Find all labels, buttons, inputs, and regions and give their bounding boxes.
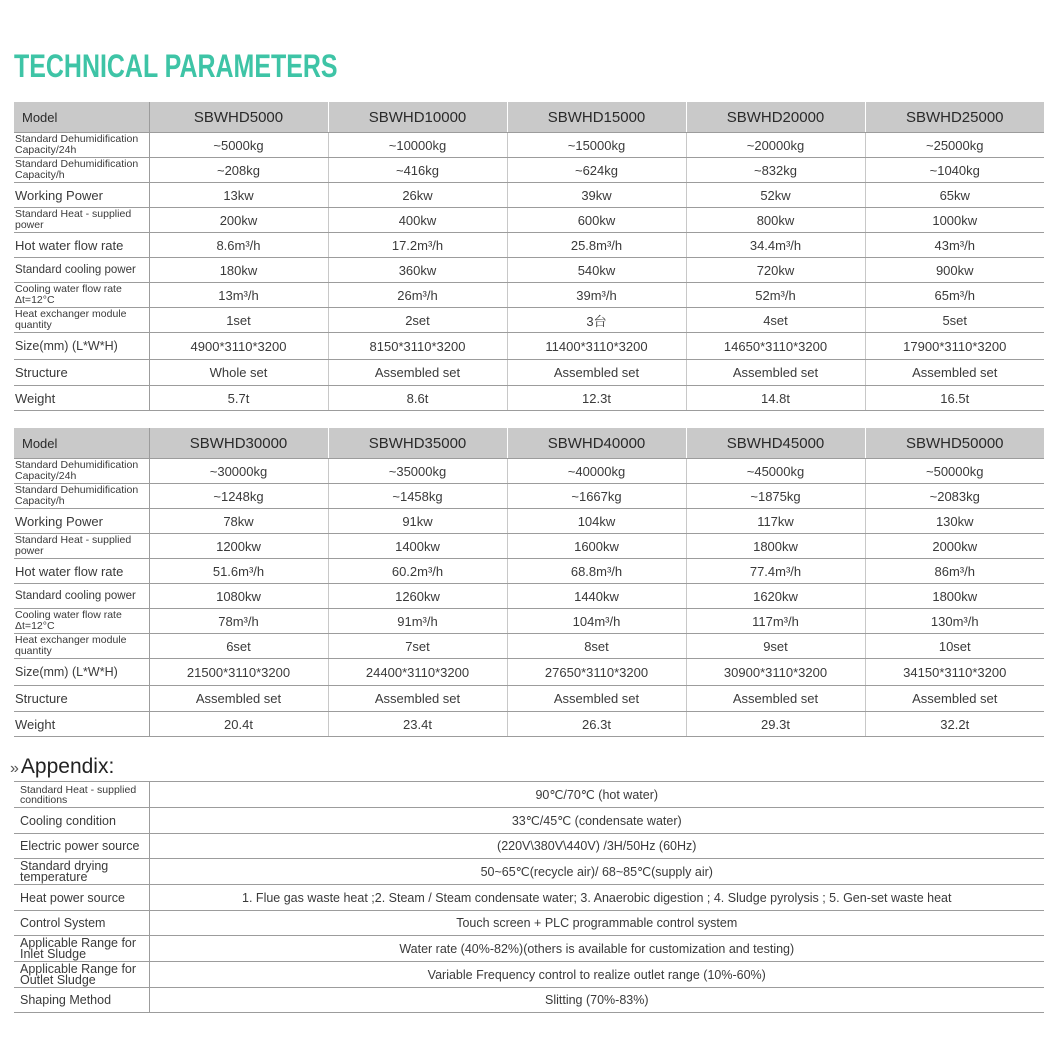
table-cell: 39kw [507,183,686,208]
table-cell: ~5000kg [149,133,328,158]
table-row-hot-water-flow [14,559,1044,584]
table-row-heat-power [14,208,1044,233]
table-cell: ~10000kg [328,133,507,158]
double-chevron-right-icon: » [10,760,19,777]
table-cell: 200kw [149,208,328,233]
table-row-dehum-24h [14,459,1044,484]
table-cell: 34.4m³/h [686,233,865,258]
row-label: Working Power [14,183,149,208]
table-cell: ~20000kg [686,133,865,158]
appendix-value: 33℃/45℃ (condensate water) [149,808,1044,834]
row-label: Size(mm) (L*W*H) [14,659,149,686]
table-cell: 5.7t [149,386,328,411]
model-cell: SBWHD45000 [686,428,865,459]
model-label: Model [14,428,149,459]
table-cell: ~35000kg [328,459,507,484]
table-cell: 30900*3110*3200 [686,659,865,686]
table-cell: ~208kg [149,158,328,183]
table-cell: 5set [865,308,1044,333]
row-label: Standard Dehumidification Capacity/24h [14,459,149,484]
appendix-row [14,834,1044,859]
model-cell: SBWHD30000 [149,428,328,459]
table-cell: 180kw [149,258,328,283]
appendix-value: Touch screen + PLC programmable control system [149,911,1044,936]
row-label: Standard Heat - supplied power [14,534,149,559]
table-cell: ~416kg [328,158,507,183]
appendix-table [14,781,1044,1013]
row-label: Structure [14,360,149,386]
appendix-row [14,911,1044,936]
table-cell: 7set [328,634,507,659]
table-cell: 1400kw [328,534,507,559]
table-cell: 1080kw [149,584,328,609]
appendix-value: 1. Flue gas waste heat ;2. Steam / Steam condensate water; 3. Anaerobic digestion ; 4. Sludge pyrolysis ; 5. Gen-set waste heat [149,885,1044,911]
table-cell: 800kw [686,208,865,233]
table-cell: Assembled set [328,360,507,386]
table-cell: ~15000kg [507,133,686,158]
table-cell: 26.3t [507,712,686,737]
table-cell: 20.4t [149,712,328,737]
table-cell: 12.3t [507,386,686,411]
table-cell: ~624kg [507,158,686,183]
table-row-structure [14,686,1044,712]
appendix-value: 90℃/70℃ (hot water) [149,782,1044,808]
appendix-label: Heat power source [14,885,149,911]
appendix-label: Applicable Range for Outlet Sludge [14,962,149,988]
table-cell: ~25000kg [865,133,1044,158]
table-cell: 23.4t [328,712,507,737]
table-header-row [14,428,1044,459]
row-label: Size(mm) (L*W*H) [14,333,149,360]
appendix-value: (220V\380V\440V) /3H/50Hz (60Hz) [149,834,1044,859]
table-row-cooling-power [14,584,1044,609]
model-cell: SBWHD10000 [328,102,507,133]
spec-table-1 [14,102,1044,411]
table-cell: 8150*3110*3200 [328,333,507,360]
appendix-row [14,808,1044,834]
table-cell: 117kw [686,509,865,534]
table-cell: 400kw [328,208,507,233]
appendix-value: Slitting (70%-83%) [149,988,1044,1013]
table-cell: 14.8t [686,386,865,411]
table-cell: 104kw [507,509,686,534]
table-cell: 2set [328,308,507,333]
table-cell: 24400*3110*3200 [328,659,507,686]
table-cell: 900kw [865,258,1044,283]
table-cell: Assembled set [686,360,865,386]
table-cell: 4set [686,308,865,333]
appendix-row [14,859,1044,885]
table-cell: 78m³/h [149,609,328,634]
row-label: Structure [14,686,149,712]
table-cell: ~40000kg [507,459,686,484]
table-cell: 25.8m³/h [507,233,686,258]
model-cell: SBWHD25000 [865,102,1044,133]
appendix-label: Standard Heat - supplied conditions [14,782,149,808]
spec-table-2 [14,428,1044,737]
table-cell: 360kw [328,258,507,283]
model-cell: SBWHD20000 [686,102,865,133]
appendix-value: Water rate (40%-82%)(others is available for customization and testing) [149,936,1044,962]
table-cell: 1set [149,308,328,333]
table-cell: 68.8m³/h [507,559,686,584]
table-cell: ~1875kg [686,484,865,509]
table-cell: 17.2m³/h [328,233,507,258]
table-cell: 27650*3110*3200 [507,659,686,686]
appendix-label: Applicable Range for Inlet Sludge [14,936,149,962]
appendix-label: Control System [14,911,149,936]
table-row-cooling-power [14,258,1044,283]
table-cell: 1600kw [507,534,686,559]
table-row-size [14,659,1044,686]
table-row-dehum-h [14,484,1044,509]
table-cell: 720kw [686,258,865,283]
appendix-row [14,885,1044,911]
table-cell: 77.4m³/h [686,559,865,584]
table-cell: 65kw [865,183,1044,208]
model-cell: SBWHD15000 [507,102,686,133]
row-label: Standard cooling power [14,258,149,283]
table-cell: 34150*3110*3200 [865,659,1044,686]
table-cell: 117m³/h [686,609,865,634]
table-cell: 16.5t [865,386,1044,411]
table-header-row [14,102,1044,133]
table-cell: 26kw [328,183,507,208]
appendix-label: Cooling condition [14,808,149,834]
appendix-row [14,988,1044,1013]
appendix-label: Electric power source [14,834,149,859]
table-cell: Assembled set [865,360,1044,386]
table-row-working-power [14,509,1044,534]
appendix-row [14,782,1044,808]
table-cell: 52m³/h [686,283,865,308]
table-cell: 65m³/h [865,283,1044,308]
table-cell: 14650*3110*3200 [686,333,865,360]
table-cell: 1260kw [328,584,507,609]
appendix-value: 50~65℃(recycle air)/ 68~85℃(supply air) [149,859,1044,885]
table-row-cooling-water-flow [14,609,1044,634]
table-cell: ~1248kg [149,484,328,509]
table-cell: Assembled set [149,686,328,712]
row-label: Weight [14,386,149,411]
appendix-label: Shaping Method [14,988,149,1013]
table-cell: 1200kw [149,534,328,559]
row-label: Standard Dehumidification Capacity/24h [14,133,149,158]
table-cell: 60.2m³/h [328,559,507,584]
table-cell: 52kw [686,183,865,208]
row-label: Hot water flow rate [14,559,149,584]
table-row-dehum-24h [14,133,1044,158]
row-label: Heat exchanger module quantity [14,634,149,659]
row-label: Standard Dehumidification Capacity/h [14,484,149,509]
row-label: Standard Heat - supplied power [14,208,149,233]
row-label: Standard cooling power [14,584,149,609]
table-row-weight [14,386,1044,411]
table-cell: 1000kw [865,208,1044,233]
table-cell: 8set [507,634,686,659]
table-cell: 6set [149,634,328,659]
appendix-heading [10,755,114,779]
table-cell: 91m³/h [328,609,507,634]
table-cell: 91kw [328,509,507,534]
table-cell: 21500*3110*3200 [149,659,328,686]
table-cell: 32.2t [865,712,1044,737]
table-row-cooling-water-flow [14,283,1044,308]
row-label: Standard Dehumidification Capacity/h [14,158,149,183]
row-label: Working Power [14,509,149,534]
table-row-structure [14,360,1044,386]
table-cell: 1620kw [686,584,865,609]
table-cell: 104m³/h [507,609,686,634]
table-cell: 11400*3110*3200 [507,333,686,360]
appendix-row [14,962,1044,988]
table-cell: 51.6m³/h [149,559,328,584]
table-cell: 130kw [865,509,1044,534]
table-cell: 13m³/h [149,283,328,308]
table-cell: 86m³/h [865,559,1044,584]
row-label: Hot water flow rate [14,233,149,258]
table-cell: ~45000kg [686,459,865,484]
model-label: Model [14,102,149,133]
appendix-value: Variable Frequency control to realize outlet range (10%-60%) [149,962,1044,988]
table-cell: Assembled set [507,360,686,386]
table-cell: 39m³/h [507,283,686,308]
table-row-hx-quantity [14,308,1044,333]
table-row-hot-water-flow [14,233,1044,258]
table-cell: 1800kw [865,584,1044,609]
model-cell: SBWHD40000 [507,428,686,459]
table-cell: Assembled set [328,686,507,712]
table-cell: 26m³/h [328,283,507,308]
table-cell: ~2083kg [865,484,1044,509]
appendix-title: Appendix: [20,755,115,778]
table-cell: ~1458kg [328,484,507,509]
table-cell: ~30000kg [149,459,328,484]
table-cell: 17900*3110*3200 [865,333,1044,360]
table-cell: 29.3t [686,712,865,737]
table-row-dehum-h [14,158,1044,183]
table-cell: 130m³/h [865,609,1044,634]
table-cell: 43m³/h [865,233,1044,258]
row-label: Cooling water flow rate Δt=12°C [14,609,149,634]
table-row-weight [14,712,1044,737]
model-cell: SBWHD50000 [865,428,1044,459]
page-title: TECHNICAL PARAMETERS [14,48,338,84]
table-cell: 78kw [149,509,328,534]
table-cell: 10set [865,634,1044,659]
table-row-heat-power [14,534,1044,559]
table-cell: Whole set [149,360,328,386]
table-cell: 8.6t [328,386,507,411]
table-cell: 600kw [507,208,686,233]
table-cell: 1440kw [507,584,686,609]
table-cell: 1800kw [686,534,865,559]
table-row-working-power [14,183,1044,208]
appendix-label: Standard drying temperature [14,859,149,885]
row-label: Cooling water flow rate Δt=12°C [14,283,149,308]
table-cell: ~1040kg [865,158,1044,183]
model-cell: SBWHD5000 [149,102,328,133]
model-cell: SBWHD35000 [328,428,507,459]
appendix-row [14,936,1044,962]
table-cell: 540kw [507,258,686,283]
table-cell: 4900*3110*3200 [149,333,328,360]
table-cell: 3台 [507,308,686,333]
table-cell: ~832kg [686,158,865,183]
table-cell: Assembled set [686,686,865,712]
row-label: Weight [14,712,149,737]
table-cell: ~1667kg [507,484,686,509]
table-cell: 8.6m³/h [149,233,328,258]
table-cell: 13kw [149,183,328,208]
row-label: Heat exchanger module quantity [14,308,149,333]
table-cell: 9set [686,634,865,659]
table-cell: Assembled set [507,686,686,712]
table-cell: 2000kw [865,534,1044,559]
table-row-hx-quantity [14,634,1044,659]
table-row-size [14,333,1044,360]
table-cell: Assembled set [865,686,1044,712]
table-cell: ~50000kg [865,459,1044,484]
